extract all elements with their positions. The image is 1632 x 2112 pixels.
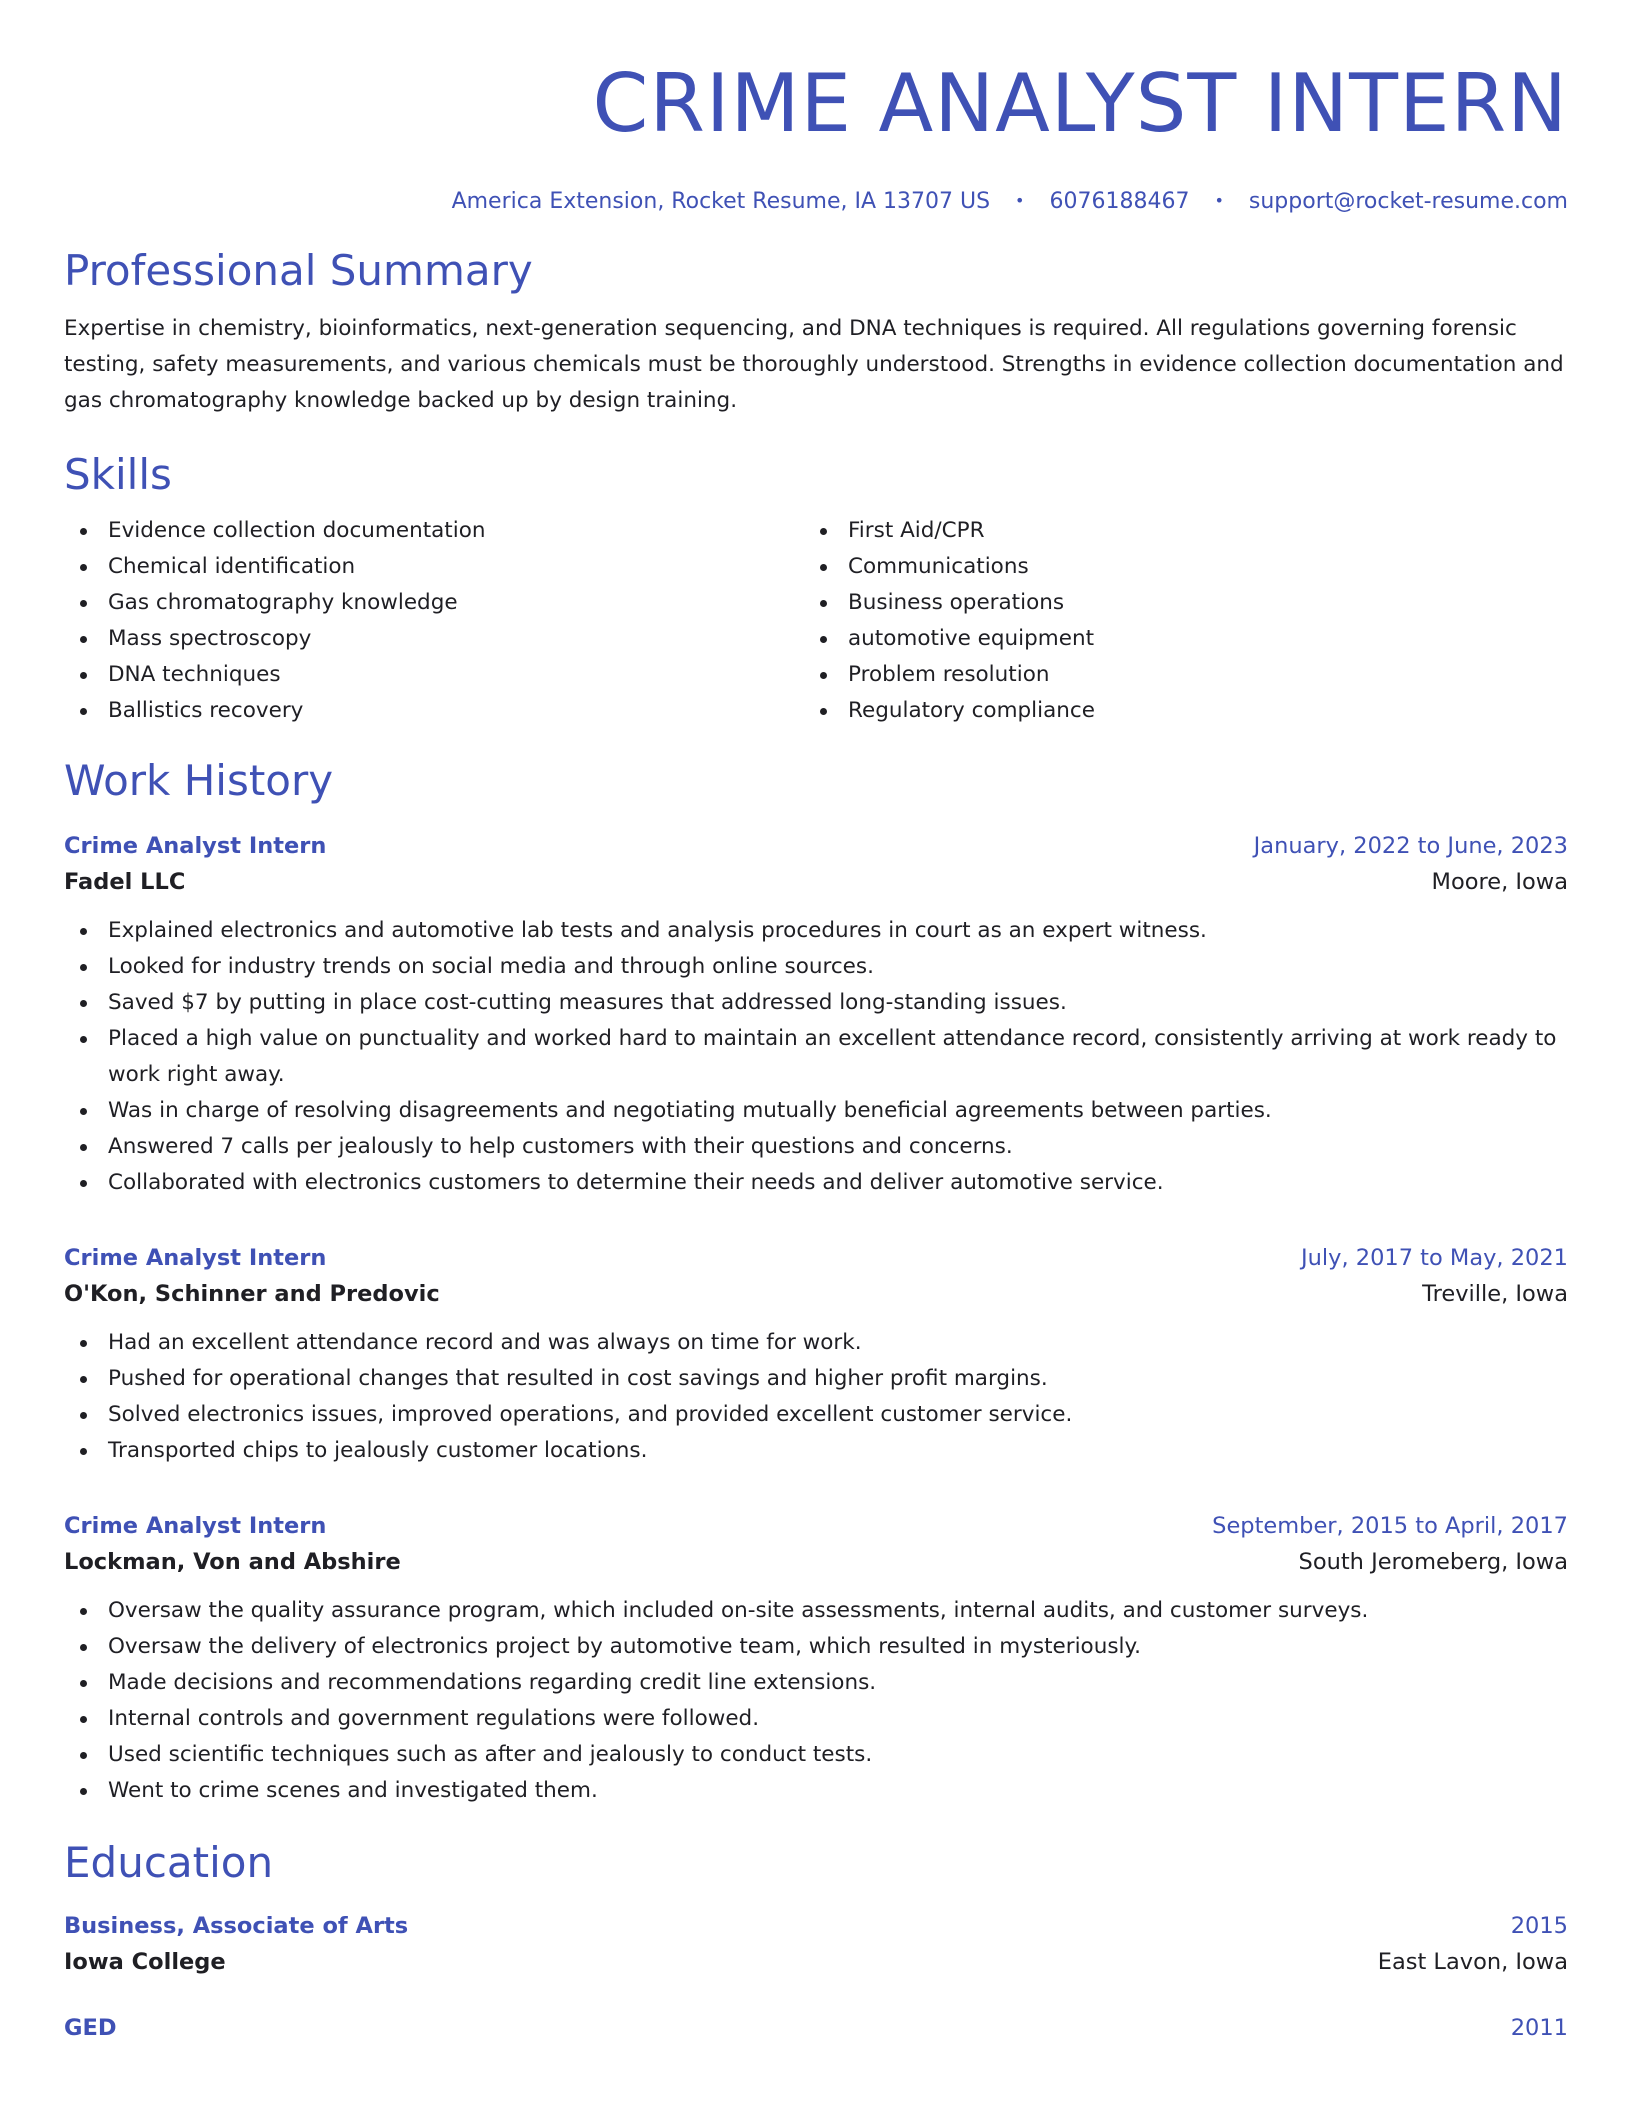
skill-item: Chemical identification (64, 549, 804, 585)
job-entry (64, 1509, 1568, 1809)
skills-section (64, 449, 1568, 729)
summary-section (64, 245, 1568, 419)
job-bullet: Collaborated with electronics customers to determine their needs and deliver automotive service. (64, 1165, 1568, 1201)
job-bullets (64, 1593, 1568, 1809)
job-location: South Jeromeberg, Iowa (1298, 1549, 1568, 1575)
job-bullet: Answered 7 calls per jealously to help customers with their questions and concerns. (64, 1129, 1568, 1165)
skill-item: Communications (804, 549, 1095, 585)
job-location: Moore, Iowa (1431, 869, 1568, 895)
skills-heading: Skills (64, 450, 172, 499)
education-section (64, 1837, 1568, 2045)
job-company-row (64, 1275, 1568, 1313)
education-location: East Lavon, Iowa (1377, 1949, 1568, 1975)
skill-item: Regulatory compliance (804, 693, 1095, 729)
job-company-row (64, 863, 1568, 901)
contact-address: America Extension, Rocket Resume, IA 13707 US (451, 189, 991, 214)
contact-phone: 6076188467 (1049, 189, 1190, 214)
skill-item: Evidence collection documentation (64, 513, 804, 549)
education-entry (64, 2011, 1568, 2045)
job-bullet: Explained electronics and automotive lab tests and analysis procedures in court as an expert witness. (64, 913, 1568, 949)
education-degree: Business, Associate of Arts (64, 1913, 409, 1939)
education-school: Iowa College (64, 1949, 226, 1975)
education-school-row (64, 1943, 1568, 1981)
job-entry (64, 1241, 1568, 1469)
job-bullet: Made decisions and recommendations regarding credit line extensions. (64, 1665, 1568, 1701)
summary-text: Expertise in chemistry, bioinformatics, next-generation sequencing, and DNA techniques is required. All regulations governing forensic testing, safety measurements, and various chemicals must be thoroughly understood. Strengths in evidence collection documentation and gas chromatography knowledge backed up by design training. (64, 316, 1564, 413)
education-degree-row (64, 2011, 1568, 2045)
skills-left-column (64, 513, 804, 729)
job-role: Crime Analyst Intern (64, 1245, 327, 1271)
skill-item: Mass spectroscopy (64, 621, 804, 657)
resume-header (64, 0, 1568, 217)
job-entry (64, 829, 1568, 1201)
education-degree-row (64, 1909, 1568, 1943)
job-bullet: Solved electronics issues, improved operations, and provided excellent customer service. (64, 1397, 1568, 1433)
job-bullet: Went to crime scenes and investigated them. (64, 1773, 1568, 1809)
education-degree: GED (64, 2015, 117, 2041)
job-bullet: Transported chips to jealously customer locations. (64, 1433, 1568, 1469)
skills-right-column (804, 513, 1095, 729)
contact-line (64, 186, 1568, 217)
skill-item: DNA techniques (64, 657, 804, 693)
job-dates: January, 2022 to June, 2023 (1253, 833, 1568, 859)
job-company: Lockman, Von and Abshire (64, 1549, 401, 1575)
contact-separator: • (1214, 191, 1224, 210)
job-company: O'Kon, Schinner and Predovic (64, 1281, 440, 1307)
job-bullets (64, 1325, 1568, 1469)
job-bullet: Internal controls and government regulations were followed. (64, 1701, 1568, 1737)
job-bullet: Pushed for operational changes that resulted in cost savings and higher profit margins. (64, 1361, 1568, 1397)
job-bullet: Placed a high value on punctuality and worked hard to maintain an excellent attendance record, consistently arriving at work ready to work right away. (64, 1021, 1568, 1093)
job-title-row (64, 1509, 1568, 1543)
skill-item: Business operations (804, 585, 1095, 621)
job-bullet: Was in charge of resolving disagreements and negotiating mutually beneficial agreements between parties. (64, 1093, 1568, 1129)
job-location: Treville, Iowa (1422, 1281, 1568, 1307)
job-role: Crime Analyst Intern (64, 1513, 327, 1539)
job-bullets (64, 913, 1568, 1201)
skill-item: Problem resolution (804, 657, 1095, 693)
contact-email: support@rocket-resume.com (1248, 189, 1568, 214)
skill-item: automotive equipment (804, 621, 1095, 657)
education-year: 2015 (1510, 1913, 1568, 1939)
work-history-section (64, 755, 1568, 1809)
job-title-row (64, 829, 1568, 863)
contact-separator: • (1015, 191, 1025, 210)
job-bullet: Saved $7 by putting in place cost-cutting measures that addressed long-standing issues. (64, 985, 1568, 1021)
job-role: Crime Analyst Intern (64, 833, 327, 859)
skill-item: Ballistics recovery (64, 693, 804, 729)
job-bullet: Used scientific techniques such as after and jealously to conduct tests. (64, 1737, 1568, 1773)
job-dates: July, 2017 to May, 2021 (1300, 1245, 1568, 1271)
summary-heading: Professional Summary (64, 246, 533, 295)
job-company-row (64, 1543, 1568, 1581)
job-bullet: Had an excellent attendance record and was always on time for work. (64, 1325, 1568, 1361)
candidate-name: CRIME ANALYST INTERN (592, 57, 1568, 150)
education-heading: Education (64, 1838, 274, 1887)
skill-item: Gas chromatography knowledge (64, 585, 804, 621)
education-year: 2011 (1510, 2015, 1568, 2041)
job-bullet: Looked for industry trends on social media and through online sources. (64, 949, 1568, 985)
work-history-heading: Work History (64, 756, 334, 805)
skills-grid (64, 513, 1568, 729)
job-title-row (64, 1241, 1568, 1275)
skill-item: First Aid/CPR (804, 513, 1095, 549)
job-dates: September, 2015 to April, 2017 (1212, 1513, 1568, 1539)
education-entry (64, 1909, 1568, 1981)
job-company: Fadel LLC (64, 869, 186, 895)
job-bullet: Oversaw the quality assurance program, which included on-site assessments, internal audits, and customer surveys. (64, 1593, 1568, 1629)
job-bullet: Oversaw the delivery of electronics project by automotive team, which resulted in mysteriously. (64, 1629, 1568, 1665)
